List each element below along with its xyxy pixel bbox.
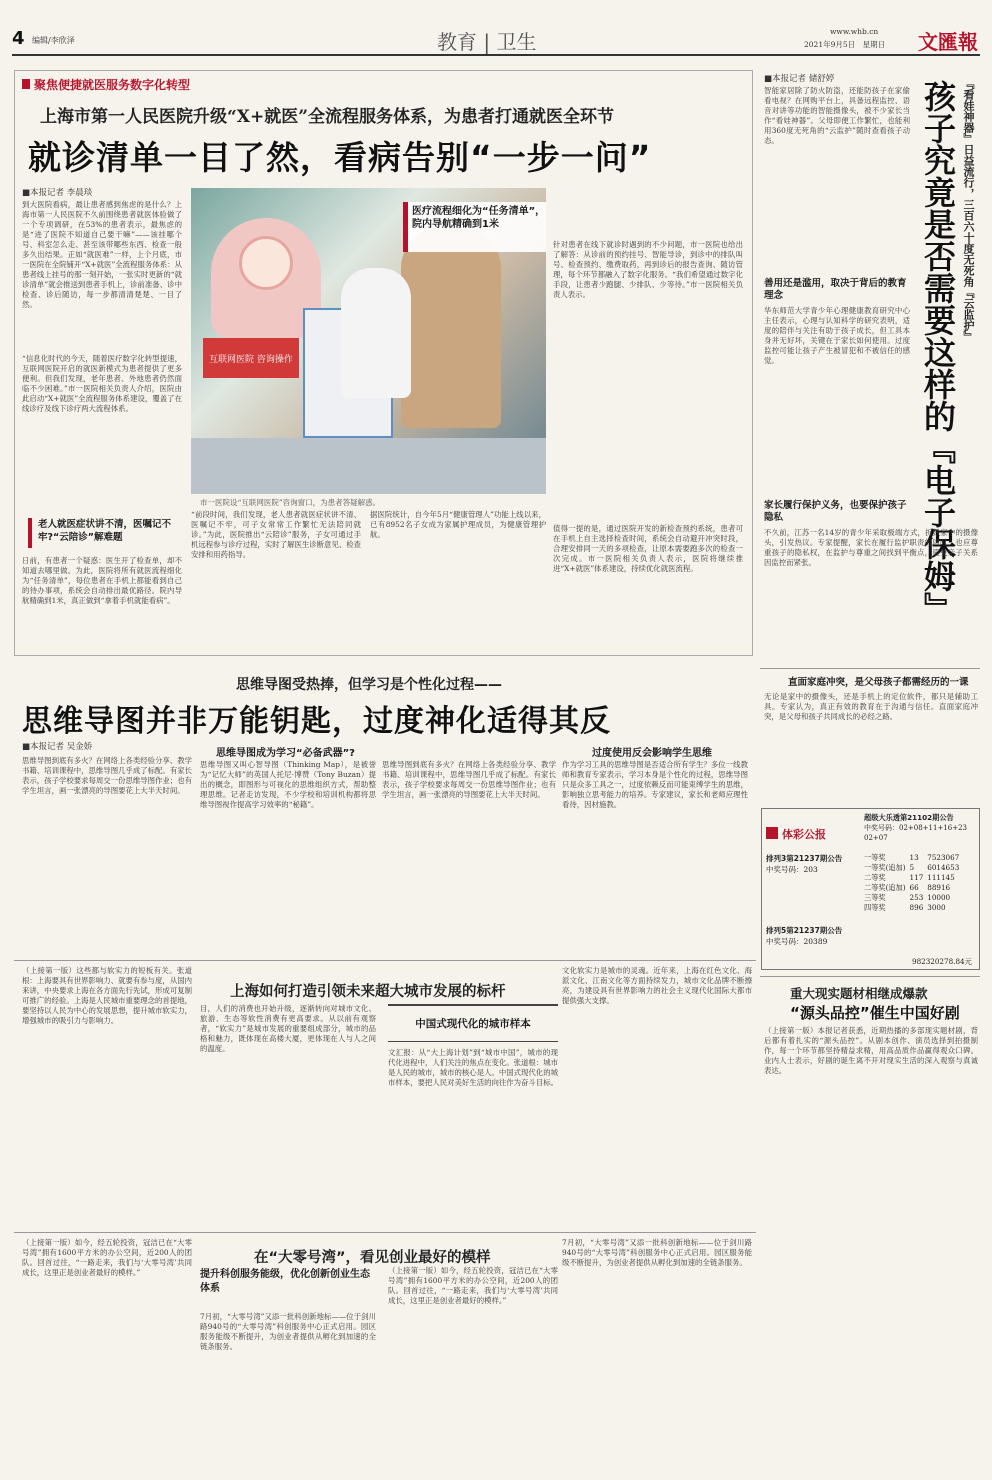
bottom-body-6b: （上接第一版）如今，经五轮投资，冠洁已在“大零号湾”拥有1600平方米的办公空间，近200人的团队。回首过往，“一路走来，我们与‘大零号湾’共同成长，这里正是创业者最好的模样。” <box>388 1266 558 1305</box>
article2-body-col1: 思维导图到底有多火？在网络上各类经验分享、教学书籍、培训课程中，思维导图几乎成了标配。有家长表示，孩子学校要求每周交一份思维导图作业；也有学生坦言，画一张漂亮的导图要花上大半天时间。 <box>22 756 192 795</box>
table-row: 二等奖 117 111145 <box>864 873 955 882</box>
table-row: 二等奖(追加) 66 88916 <box>864 883 951 892</box>
header-rule <box>12 54 980 56</box>
bottom-title1: 上海如何打造引领未来超大城市发展的标杆 <box>230 984 506 1000</box>
right-vertical-kicker: 『看娃神器』日益流行，三百六十度无死角『云监护』 <box>962 78 975 342</box>
paragraph: “信息化时代的今天，随着医疗数字化转型提速，互联网医院开启的就医新模式为患者提供了更多便利。但我们发现，老年患者、外地患者仍然面临不少困难。”市一医院相关负责人介绍，医院由此启动“X+就医”全流程服务体系建设，覆盖了在线诊疗及线下诊疗两大流程体系。 <box>22 354 182 413</box>
callout-text: 医疗流程细化为“任务清单”，院内导航精确到1米 <box>412 206 546 230</box>
right-byline: ■本报记者 储舒婷 <box>764 74 835 84</box>
article1-title: 就诊清单一目了然，看病告别“一步一问” <box>28 138 652 177</box>
article2-sub1: 思维导图成为学习“必备武器”? <box>216 748 355 759</box>
paragraph: “前段时间，我们发现，老人患者就医症状讲不清、医嘱记不牢，可子女常常工作繁忙无法陪同就诊。”为此，医院推出“云陪诊”服务，子女可通过手机远程参与诊疗过程，实时了解医生诊断意见、检查安排和用药指导。 <box>191 510 361 559</box>
sub-heading: 家长履行保护义务，也要保护孩子隐私 <box>764 500 907 523</box>
lottery-item-dlt <box>864 813 978 843</box>
photo-sign-text: 互联网医院 咨询操作 <box>209 355 293 365</box>
article2-sub2: 过度使用反会影响学生思维 <box>592 748 712 759</box>
lottery-label: 排列5第21237期公告 <box>766 926 843 935</box>
lottery-title-text: 体彩公报 <box>782 828 826 841</box>
lottery-table <box>862 853 961 913</box>
section-title: 教育 | 卫生 <box>437 30 537 54</box>
bottom-sub1: 中国式现代化的城市样本 <box>415 1018 531 1030</box>
site-url[interactable]: www.whb.cn <box>830 27 879 36</box>
lottery-value: 中奖号码：203 <box>766 865 818 874</box>
paragraph: 到大医院看病，最让患者感到焦虑的是什么？上海市第一人民医院不久前围绕患者就医体验做了一个专项调研，在53%的患者表示，最焦虑的是“进了医院不知道自己要干嘛”——该挂哪个号、科室怎么走、甚至该带哪些东西、检查一般多久出结果。正如“就医难”一样，上个月底，市一医院在全院铺开“X+就医”全流程服务体系：从患者线上挂号的那一刻开始，一张实时更新的“就诊清单”就会推送到患者手机上，诊前准备、诊中检查、诊后随访，每一步都清清楚楚、一目了然。 <box>22 200 182 309</box>
article1-subtitle: 上海市第一人民医院升级“X+就医”全流程服务体系，为患者打通就医全环节 <box>40 107 614 127</box>
paragraph: 据医院统计，自今年5月“健康管理人”功能上线以来，已有8952名子女成为家属护理成员，为健康管理护航。 <box>370 510 546 539</box>
lottery-icon <box>766 827 778 839</box>
paragraph: 值得一提的是，通过医院开发的新检查预约系统，患者可在手机上自主选择检查时间，系统会自动避开冲突时段，合理安排同一天的多项检查，让原本需要跑多次的检查一次完成。市一医院相关负责人表示，医院将继续推进“X+就医”体系建设，持续优化就医流程。 <box>553 524 743 573</box>
article2-title: 思维导图并非万能钥匙，过度神化适得其反 <box>22 704 611 739</box>
bottom-body-2: 目，人们的消费也开始升级，逐渐转向对城市文化、旅游、生态等软性消费有更高要求。从以前有观察者，“软实力”是城市发展的重要组成部分，城市的品格和魅力，既体现在高楼大厦，更体现在人与人之间的温度。 <box>200 1004 376 1053</box>
article2-body-col2: 思维导图又叫心智导图（Thinking Map），是被誉为“记忆大师”的英国人托尼·博赞（Tony Buzan）提出的概念，即图形与可视化的思维组织方式，帮助整理思维。记者走访发现，不少学校和培训机构都将思维导图视作提高学习效率的“秘籍”。 <box>200 760 376 809</box>
bottom-rule <box>14 1232 756 1233</box>
article1-frame <box>14 70 753 656</box>
bottom-sub2-box <box>200 1268 376 1308</box>
bottom-body-6c: 7月初，“大零号湾”又添一批科创新地标——位于剑川路940号的“大零号湾”科创服务中心正式启用。园区服务能级不断提升，为创业者提供从孵化到加速的全链条服务。 <box>562 1238 752 1267</box>
page-number: 4 <box>12 28 25 49</box>
page-header <box>12 26 980 52</box>
paper-logo: 文匯報 <box>918 30 978 54</box>
lottery-label: 超级大乐透第21102期公告 <box>864 813 954 822</box>
bottom-body-7: （上接第一版）本报记者获悉，近期热播的多部现实题材剧，背后都有着扎实的“源头品控”。从剧本创作、演员选择到拍摄制作，每一个环节都坚持精益求精，用高品质作品赢得观众口碑。业内人士表示，好剧的诞生离不开对现实生活的深入观察与真诚表达。 <box>764 1026 978 1075</box>
kicker-text: 聚焦便捷就医服务数字化转型 <box>34 78 191 92</box>
right-body-3: 不久前，江苏一名14岁的青少年采取极端方式，拆毁家中的摄像头，引发热议。专家提醒，家长在履行监护职责的同时，也应尊重孩子的隐私权，在监护与尊重之间找到平衡点，避免亲子关系因监控而紧张。 <box>764 528 978 567</box>
lottery-value: 中奖号码：02+08+11+16+23 02+07 <box>864 824 967 842</box>
lottery-box <box>761 808 980 970</box>
right-body-1: 智能家居除了防火防盗，还能防孩子在家偷看电视？在网购平台上，具备远程监控、语音对讲等功能的智能摄像头，被不少家长当作“看娃神器”。父母即便工作繁忙，也能利用360度无死角的“云监护”随时查看孩子动态。 <box>764 86 910 145</box>
bottom-title3b: “源头品控”催生中国好剧 <box>790 1004 960 1022</box>
article2-kicker: 思维导图受热捧，但学习是个性化过程—— <box>236 677 502 693</box>
bottom-body-6: 7月初，“大零号湾”又添一批科创新地标——位于剑川路940号的“大零号湾”科创服务中心正式启用。园区服务能级不断提升，为创业者提供从孵化到加速的全链条服务。 <box>200 1312 376 1351</box>
bottom-body-5: （上接第一版）如今，经五轮投资，冠洁已在“大零号湾”拥有1600平方米的办公空间，近200人的团队。回首过往，“一路走来，我们与‘大零号湾’共同成长，这里正是创业者最好的模样。” <box>22 1238 192 1277</box>
bottom-title2: 在“大零号湾”，看见创业最好的模样 <box>254 1250 491 1266</box>
right-sub2 <box>764 500 912 524</box>
paragraph: 针对患者在线下就诊时遇到的不少问题，市一医院也给出了解答：从诊前的预约挂号、智能导诊，到诊中的排队叫号、检查预约、缴费取药，再到诊后的报告查询、随访管理，每个环节都融入了数字化服务。“我们希望通过数字化手段，让患者少跑腿、少排队、少等待。”市一医院相关负责人表示。 <box>553 240 743 299</box>
right-rule <box>760 668 980 669</box>
article2-body-col2b: 思维导图到底有多火？在网络上各类经验分享、教学书籍、培训课程中，思维导图几乎成了标配。有家长表示，孩子学校要求每周交一份思维导图作业；也有学生坦言，画一张漂亮的导图要花上大半天时间。 <box>382 760 556 799</box>
paragraph: 日前，有患者一个疑惑：医生开了检查单，却不知道去哪里做。为此，医院将所有就医流程细化为“任务清单”，每位患者在手机上都能看到自己的待办事项，系统会自动排出最优路径。院内导航精确到1米，真正做到“拿着手机就能看病”。 <box>22 556 182 605</box>
right-body-4: 无论是家中的摄像头，还是手机上的定位软件，都只是辅助工具。专家认为，真正有效的教育在于沟通与信任。直面家庭冲突，是父母和孩子共同成长的必经之路。 <box>764 692 978 721</box>
bottom-body-3: 文汇报：从“大上海计划”到“城市中国”，城市的现代化进程中，人们关注的焦点在变化。张道根：城市是人民的城市，城市的核心是人。中国式现代化的城市样本，要把人民对美好生活的向往作为奋斗目标。 <box>388 1048 558 1087</box>
right-bottom-rule <box>760 976 980 977</box>
table-row: 三等奖 253 10000 <box>864 893 951 902</box>
table-row: 四等奖 896 3000 <box>864 903 946 912</box>
lottery-item-pl3 <box>766 853 858 875</box>
sub-heading: 善用还是滥用，取决于背后的教育理念 <box>764 278 907 301</box>
issue-date: 2021年9月5日 星期日 <box>804 40 886 49</box>
bottom-title3: 重大现实题材相继成爆款 <box>790 986 928 1001</box>
article1-byline: ■本报记者 李晨琰 <box>22 188 93 198</box>
right-sub3: 直面家庭冲突，是父母孩子都需经历的一课 <box>788 677 969 688</box>
table-row: 一等奖 13 7523067 <box>864 853 960 862</box>
editor-credit: 编辑/李欣泽 <box>32 36 75 45</box>
right-vertical-title: 孩子究竟是否需要这样的『电子保姆』 <box>919 80 957 624</box>
photo-caption: 市一医院设“互联网医院”咨询窗口，为患者答疑解惑。 <box>200 498 381 507</box>
bottom-sub2: 提升科创服务能级，优化创新创业生态体系 <box>200 1269 370 1294</box>
right-body-2: 华东师范大学青少年心理健康教育研究中心主任表示，心理与认知科学的研究表明，适度的陪伴与关注有助于孩子成长，但工具本身并无好坏，关键在于家长如何使用。过度监控可能让孩子产生被冒犯和不被信任的感觉。 <box>764 306 910 365</box>
bottom-body-1: （上接第一版）这些都与软实力的短板有关。张道根：上海要具有世界影响力、就要有参与度，从国内来讲，中央要求上海在各方面先行先试，形成可复制可推广的经验。上海是人民城市重要理念的首提地，要坚持以人民为中心的发展思想，提升城市软实力，增强城市的吸引力与影响力。 <box>22 966 192 1025</box>
article2-byline: ■本报记者 吴金娇 <box>22 742 93 752</box>
lottery-pool: 982320278.84元 <box>912 957 972 966</box>
callout2-text: 老人就医症状讲不清，医嘱记不牢?“云陪诊”解难题 <box>38 519 172 543</box>
article2-bottom-rule <box>14 960 756 961</box>
bottom-sub1-box <box>388 1004 558 1042</box>
article2-body-col3: 作为学习工具的思维导图是否适合所有学生？多位一线教师和教育专家表示，学习本身是个性化的过程，思维导图只是众多工具之一，过度依赖反而可能束缚学生的思维，影响独立思考能力的培养。专家建议，家长和老师应理性看待，因材施教。 <box>562 760 748 809</box>
right-sub1 <box>764 278 912 302</box>
bottom-body-4: 文化软实力是城市的灵魂。近年来，上海在红色文化、海派文化、江南文化等方面持续发力，城市文化品牌不断擦亮，为建设具有世界影响力的社会主义现代化国际大都市提供强大支撑。 <box>562 966 752 1005</box>
lottery-item-pl5 <box>766 925 858 947</box>
lottery-label: 排列3第21237期公告 <box>766 854 843 863</box>
table-row: 一等奖(追加) 5 6014653 <box>864 863 960 872</box>
lottery-value: 中奖号码：20389 <box>766 937 828 946</box>
